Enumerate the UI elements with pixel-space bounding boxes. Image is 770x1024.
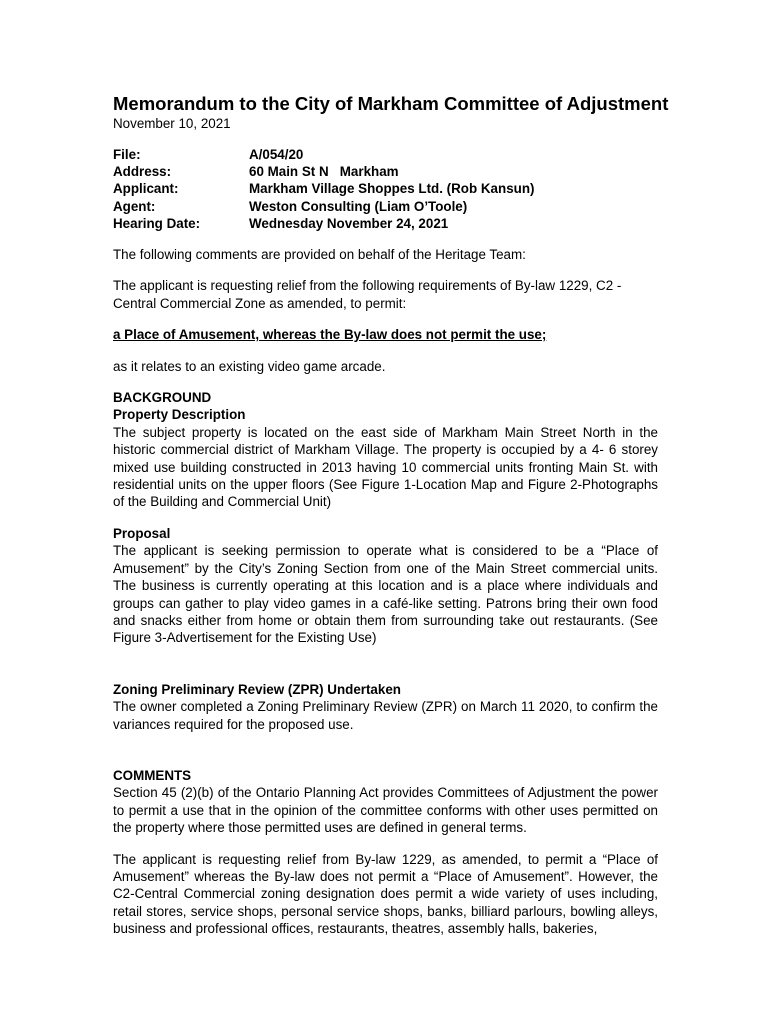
zpr-heading: Zoning Preliminary Review (ZPR) Undertaken <box>113 681 401 697</box>
intro-paragraph: The following comments are provided on behalf of the Heritage Team: <box>113 247 526 263</box>
background-section <box>113 389 658 511</box>
address-row <box>113 163 534 180</box>
applicant-label: Applicant: <box>113 181 179 197</box>
comments-paragraph-2: The applicant is requesting relief from By-law 1229, as amended, to permit a “Place of Amusement” whereas the By-law does not permit a “Place of Amusement”. However, the C2-Central Commercial zoning designation does permit a wide variety of uses including, retail stores, service shops, personal service shops, banks, billiard parlours, bowling alleys, business and professional offices, restaurants, theatres, assembly halls, bakeries, <box>113 851 658 937</box>
memorandum-page <box>113 93 669 952</box>
address-label: Address: <box>113 164 172 180</box>
file-details-table <box>113 146 534 232</box>
zpr-section <box>113 681 658 733</box>
request-paragraph: The applicant is requesting relief from the following requirements of By-law 1229, C2 - Central Commercial Zone as amended, to permit: <box>113 278 622 311</box>
hearing-date-row <box>113 215 534 232</box>
address-value: 60 Main St N Markham <box>249 164 399 180</box>
variance-statement <box>113 326 658 343</box>
proposal-heading: Proposal <box>113 525 171 541</box>
memo-date: November 10, 2021 <box>113 116 231 131</box>
zpr-text: The owner completed a Zoning Preliminary Review (ZPR) on March 11 2020, to confirm the variances required for the proposed use. <box>113 699 658 732</box>
file-value: A/054/20 <box>249 147 304 162</box>
applicant-value: Markham Village Shoppes Ltd. (Rob Kansun) <box>249 181 535 197</box>
file-row <box>113 146 534 163</box>
agent-value: Weston Consulting (Liam O’Toole) <box>249 198 468 214</box>
agent-label: Agent: <box>113 198 156 214</box>
property-description-text: The subject property is located on the east side of Markham Main Street North in the historic commercial district of Markham Village. The property is occupied by a 4- 6 storey mixed use building constructed in 2013 having 10 commercial units fronting Main St. with residential units on the upper floors (See Figure 1-Location Map and Figure 2-Photographs of the Building and Commercial Unit) <box>113 424 658 510</box>
agent-row <box>113 198 534 215</box>
hearing-date-value: Wednesday November 24, 2021 <box>249 215 449 231</box>
hearing-date-label: Hearing Date: <box>113 215 201 231</box>
proposal-section <box>113 525 658 647</box>
proposal-text: The applicant is seeking permission to operate what is considered to be a “Place of Amusement” by the City’s Zoning Section from one of the Main Street commercial units. The business is currently operating at this location and is a place where individuals and groups can gather to play video games in a café-like setting. Patrons bring their own food and snacks either from home or obtain them from surrounding take out restaurants. (See Figure 3-Advertisement for the Existing Use) <box>113 543 658 646</box>
file-label: File: <box>113 147 141 162</box>
relates-paragraph: as it relates to an existing video game arcade. <box>113 358 386 374</box>
property-description-heading: Property Description <box>113 407 246 423</box>
comments-paragraph-1: Section 45 (2)(b) of the Ontario Planning Act provides Committees of Adjustment the power to permit a use that in the opinion of the committee conforms with other uses permitted on the property where those permitted uses are defined in general terms. <box>113 785 658 836</box>
memo-title: Memorandum to the City of Markham Committee of Adjustment <box>113 93 669 114</box>
applicant-row <box>113 180 534 197</box>
comments-section <box>113 767 658 938</box>
variance-text: a Place of Amusement, whereas the By-law does not permit the use; <box>113 327 547 343</box>
comments-heading: COMMENTS <box>113 767 192 783</box>
background-heading: BACKGROUND <box>113 390 212 406</box>
